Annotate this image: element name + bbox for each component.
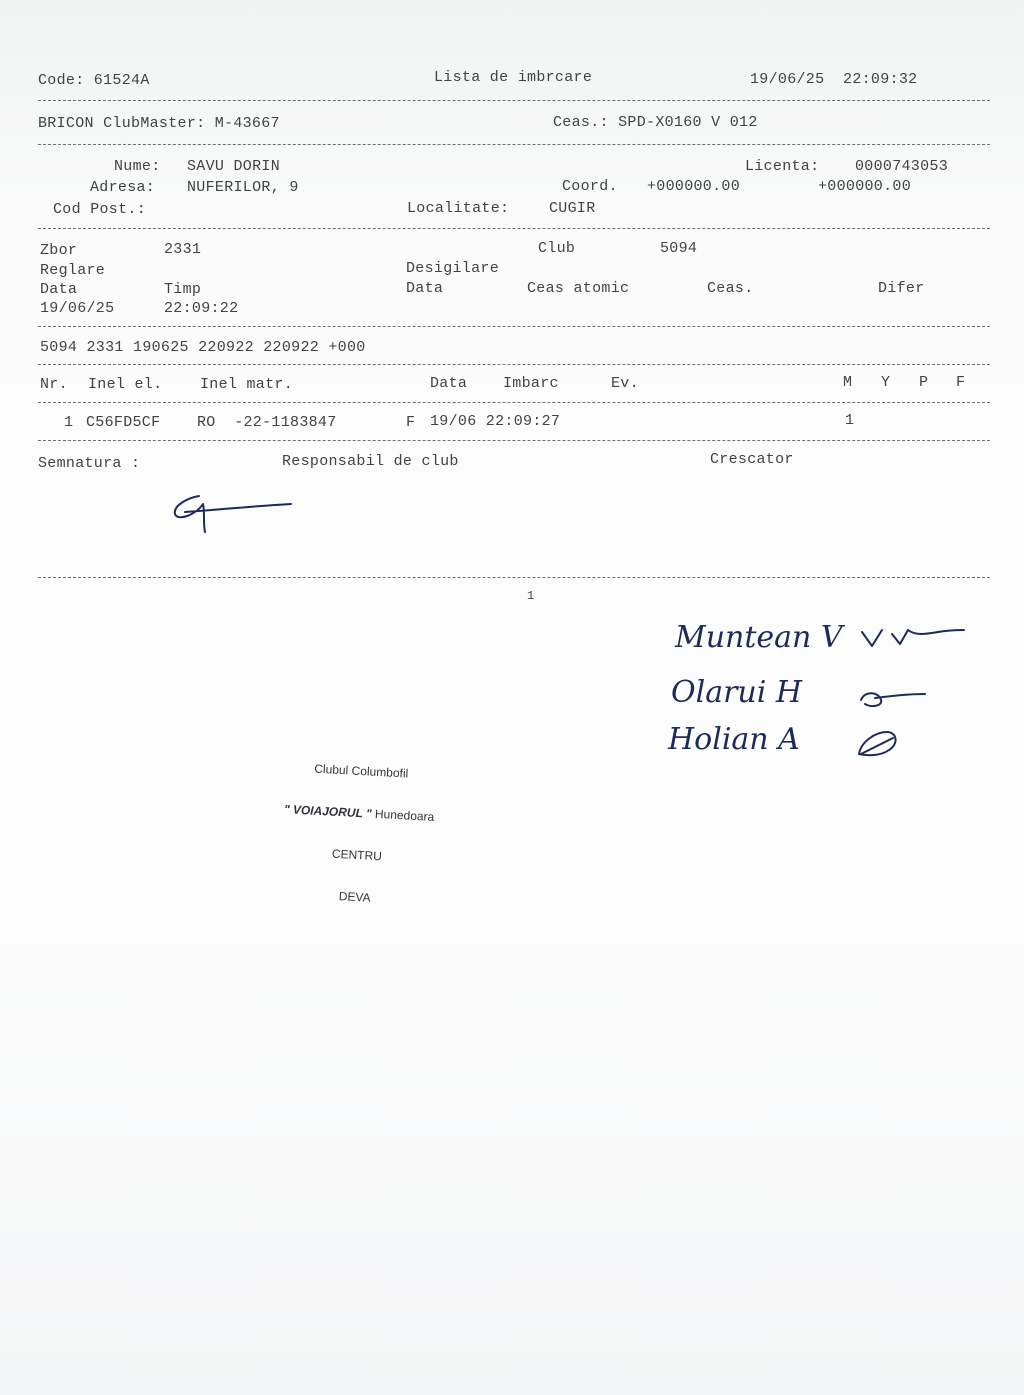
divider bbox=[38, 144, 990, 145]
row-nr: 1 bbox=[64, 414, 74, 431]
zbor-label: Zbor bbox=[40, 242, 78, 259]
stamp-club-name: " VOIAJORUL " bbox=[283, 802, 373, 821]
divider bbox=[38, 364, 990, 365]
clock-id: Ceas.: SPD-X0160 V 012 bbox=[553, 114, 758, 131]
coord-lat: +000000.00 bbox=[647, 178, 741, 195]
signature-2 bbox=[855, 684, 935, 714]
stamp-line-1: Clubul Columbofil bbox=[313, 761, 409, 781]
reglare-data: 19/06/25 bbox=[40, 300, 115, 317]
col-y: Y bbox=[881, 374, 891, 391]
handwritten-name-3: Holian A bbox=[668, 722, 800, 757]
codpost-label: Cod Post.: bbox=[53, 201, 147, 218]
print-datetime: 19/06/25 22:09:32 bbox=[750, 71, 918, 88]
ceas-atomic-label: Ceas atomic bbox=[527, 280, 630, 297]
semnatura-label: Semnatura : bbox=[38, 455, 141, 472]
licenta-value: 0000743053 bbox=[855, 158, 949, 175]
zbor-value: 2331 bbox=[164, 241, 202, 258]
divider bbox=[38, 577, 990, 578]
reglare-timp: 22:09:22 bbox=[164, 300, 239, 317]
row-data-imbarc: 19/06 22:09:27 bbox=[430, 413, 561, 430]
desigilare-label: Desigilare bbox=[406, 260, 500, 277]
row-m: 1 bbox=[845, 412, 855, 429]
divider bbox=[38, 440, 990, 441]
handwritten-name-1: Muntean V bbox=[675, 620, 843, 655]
col-imbarc: Imbarc bbox=[503, 375, 559, 392]
licenta-label: Licenta: bbox=[745, 158, 820, 175]
col-p: P bbox=[919, 374, 929, 391]
row-sex: F bbox=[406, 414, 416, 431]
row-inel-el: C56FD5CF bbox=[86, 414, 161, 431]
stamp-line-2 bbox=[259, 801, 459, 825]
localitate-label: Localitate: bbox=[407, 200, 510, 217]
signature-3 bbox=[853, 724, 913, 764]
col-inel-matr: Inel matr. bbox=[200, 376, 294, 393]
code-text: Code: 61524A bbox=[38, 72, 150, 89]
divider bbox=[38, 228, 990, 229]
col-ev: Ev. bbox=[611, 375, 639, 392]
divider bbox=[38, 402, 990, 403]
club-label: Club bbox=[538, 240, 576, 257]
adresa-label: Adresa: bbox=[90, 179, 156, 196]
signature-1 bbox=[860, 624, 970, 654]
localitate-value: CUGIR bbox=[549, 200, 596, 217]
divider bbox=[38, 326, 990, 327]
desigilare-data-label: Data bbox=[406, 280, 444, 297]
stamp-city: Hunedoara bbox=[371, 806, 435, 824]
clubmaster-id: BRICON ClubMaster: M-43667 bbox=[38, 115, 280, 132]
coord-label: Coord. bbox=[562, 178, 618, 195]
data-label: Data bbox=[40, 281, 78, 298]
col-nr: Nr. bbox=[40, 376, 68, 393]
page-number: 1 bbox=[527, 589, 535, 603]
adresa-value: NUFERILOR, 9 bbox=[187, 179, 299, 196]
responsabil-signature bbox=[165, 488, 305, 538]
code-line: 5094 2331 190625 220922 220922 +000 bbox=[40, 339, 366, 356]
nume-label: Nume: bbox=[114, 158, 161, 175]
handwritten-name-2: Olarui H bbox=[671, 675, 803, 710]
stamp-line-4: DEVA bbox=[338, 889, 371, 905]
col-m: M bbox=[843, 374, 853, 391]
ceas-label: Ceas. bbox=[707, 280, 754, 297]
divider bbox=[38, 100, 990, 101]
responsabil-label: Responsabil de club bbox=[282, 453, 459, 470]
document-title: Lista de imbrcare bbox=[434, 69, 593, 86]
difer-label: Difer bbox=[878, 280, 925, 297]
coord-lon: +000000.00 bbox=[818, 178, 912, 195]
timp-label: Timp bbox=[164, 281, 202, 298]
owner-name: SAVU DORIN bbox=[187, 158, 281, 175]
col-f: F bbox=[956, 374, 966, 391]
club-value: 5094 bbox=[660, 240, 698, 257]
club-stamp bbox=[253, 731, 463, 937]
col-inel-el: Inel el. bbox=[88, 376, 163, 393]
crescator-label: Crescator bbox=[710, 451, 794, 468]
stamp-line-3: CENTRU bbox=[331, 846, 383, 864]
reglare-label: Reglare bbox=[40, 262, 106, 279]
col-data: Data bbox=[430, 375, 468, 392]
row-inel-matr: RO -22-1183847 bbox=[197, 414, 337, 431]
